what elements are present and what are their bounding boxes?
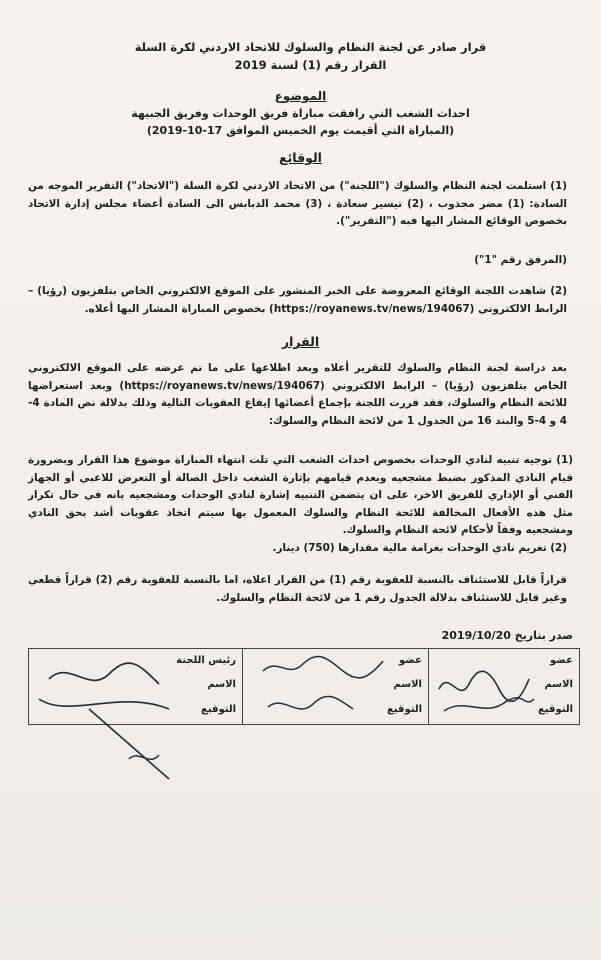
facts-heading: الوقائع: [279, 150, 322, 165]
signature-cell-member-1: [428, 649, 579, 724]
facts-item-2: (2) شاهدت اللجنة الوقائع المعروضة على الخبر المنشور على الموقع الالكتروني الخاص بتلفزيون (رؤيا) – الرابط الالكتروني (https://royanews.tv/news/194067) بخصوص المباراة المشار اليها أعلاه.: [28, 285, 567, 315]
header-issuer: قرار صادر عن لجنة النظام والسلوك للاتحاد الاردني لكرة السلة: [134, 40, 487, 54]
decision-number: القرار رقم (1) لسنة 2019: [234, 58, 387, 72]
decision-intro: بعد دراسة لجنة النظام والسلوك للتقرير أعلاه وبعد اطلاعها على ما تم عرضه على الموقع الالكتروني الخاص بتلفزيون (رؤيا) – الرابط الالكتروني (https://royanews.tv/news/194067) وبعد استعراضها للائحة النظام والسلوك، فقد قررت اللجنة بإجماع أعضائها إيقاع العقوبات التالية وذلك بدلالة نص المادة 4-4 و 4-5 والبند 16 من الجدول 1 من لائحة النظام والسلوك:: [28, 362, 567, 427]
signature-sign-label: التوقيع: [201, 704, 236, 715]
decision-item-1: (1) توجيه تنبيه لنادي الوحدات بخصوص احداث الشغب التي تلت انتهاء المباراة موضوع هذا القرار وبضرورة قيام النادي المذكور بضبط مشجعيه وبعدم قيامهم بإثارة الشغب داخل الصالة أو التعرض للاعبي أو الجهاز الفني أو الإداري للفريق الاخر، على ان يتضمن التنبيه إشارة لنادي الوحدات ومشجعيه بانه في حال تكرار مثل هذه الأفعال المخالفة للائحة النظام والسلوك المعمول بها سيتم اتخاذ عقوبات أشد بحق النادي ومشجعيه وفقاً لأحكام لائحة النظام والسلوك.: [28, 454, 573, 536]
appeal-note: قراراً قابل للاستئناف بالنسبة للعقوبة رقم (1) من القرار اعلاه، اما بالنسبة للعقوبة رقم (2) قراراً قطعي وغير قابل للاستئناف بدلالة الجدول رقم 1 من لائحة النظام والسلوك.: [28, 574, 567, 604]
handwritten-name-signature: [429, 649, 579, 724]
handwritten-name-signature: [29, 649, 244, 789]
signature-name-label: الاسم: [207, 679, 236, 690]
signature-name-label: الاسم: [544, 679, 573, 690]
signature-sign-label: التوقيع: [387, 704, 422, 715]
signature-cell-member-2: [242, 649, 428, 724]
document-header: [60, 38, 561, 74]
signature-sign-label: التوقيع: [538, 704, 573, 715]
issue-date: صدر بتاريخ 2019/10/20: [441, 629, 573, 642]
decision-item-2: (2) تغريم نادي الوحدات بغرامة مالية مقدارها (750) دينار.: [272, 542, 567, 554]
decision-heading: القرار: [281, 334, 320, 349]
handwritten-name-signature: [243, 649, 428, 724]
facts-item-1: (1) استلمت لجنة النظام والسلوك ("اللجنة") من الاتحاد الاردني لكرة السلة ("الاتحاد") التقرير الموجه من السادة: (1) مضر مجذوب ، (2) تيسير سعادة ، (3) محمد الدبابس الى السادة أعضاء مجلس إدارة الاتحاد بخصوص الوقائع المشار اليها فيه ("التقرير").: [28, 180, 567, 227]
facts-attachment: (المرفق رقم "1"): [474, 254, 567, 266]
subject-block: [40, 88, 561, 139]
signature-table: [28, 648, 580, 725]
subject-line-1: احداث الشغب التي رافقت مباراة فريق الوحدات وفريق الجبيهة: [131, 107, 470, 120]
signature-role: رئيس اللجنة: [176, 655, 236, 666]
subject-label: الموضوع: [274, 89, 327, 103]
signature-cell-chair: [29, 649, 242, 724]
subject-line-2: (المباراة التي أقيمت يوم الخميس الموافق 17-10-2019): [146, 124, 455, 137]
signature-name-label: الاسم: [393, 679, 422, 690]
signature-role: عضو: [399, 655, 422, 666]
signature-role: عضو: [550, 655, 573, 666]
